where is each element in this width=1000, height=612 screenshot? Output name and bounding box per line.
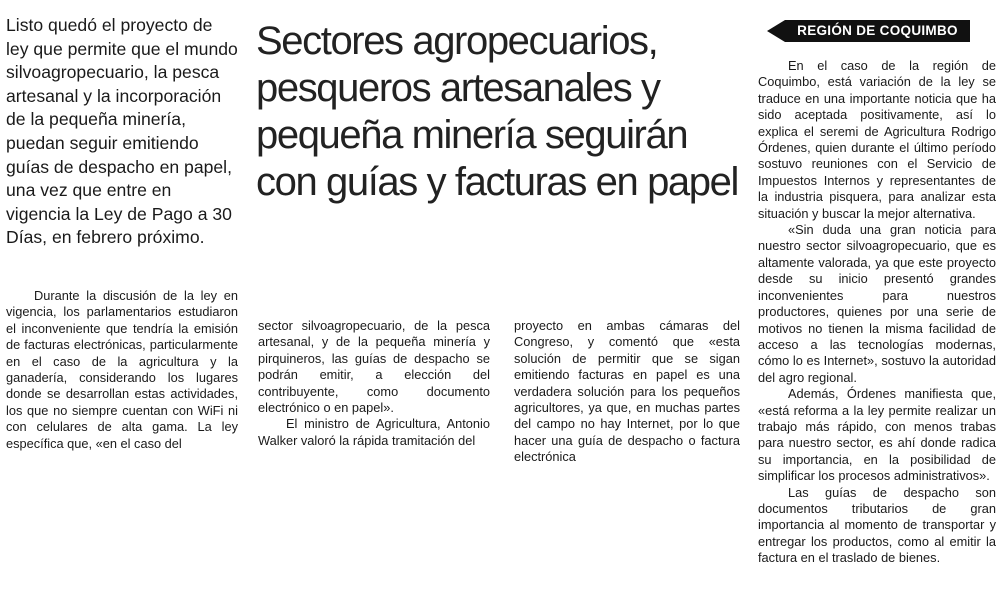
article-column-1 — [6, 288, 238, 452]
headline: Sectores agropecuarios, pesqueros artesanales y pequeña minería seguirán con guías y facturas en papel — [256, 19, 738, 204]
sidebar-paragraph: Las guías de despacho son documentos tributarios de gran importancia al momento de transportar y entregar los productos, como al emitir la factura en el traslado de bienes. — [758, 484, 996, 566]
sidebar-column — [758, 58, 996, 567]
section-label: REGIÓN DE COQUIMBO — [785, 20, 970, 42]
body-paragraph: proyecto en ambas cámaras del Congreso, y comentó que «esta solución de permitir que se sigan emitiendo facturas en papel es una verdadera solución para los pequeños agricultores, ya que, en muchas partes del campo no hay Internet, por lo que hacer una guía de despacho o factura electrónica — [514, 318, 740, 465]
sidebar-paragraph: En el caso de la región de Coquimbo, está variación de la ley se traduce en una importante noticia que ha sido aceptada positivamente, así lo explica el seremi de Agricultura Rodrigo Órdenes, quien durante el último período sostuvo reuniones con el Servicio de Impuestos Internos y representantes de la industria pisquera, para analizar esta situación y buscar la mejor alternativa. — [758, 58, 996, 221]
arrow-left-icon — [767, 20, 785, 42]
sidebar-paragraph: Además, Órdenes manifiesta que, «está reforma a la ley permite realizar un trabajo más rápido, con menos trabas para nuestro sector, es ahí donde radica su importancia, en la posibilidad de simplificar los procesos administrativos». — [758, 386, 996, 484]
body-paragraph: sector silvoagropecuario, de la pesca artesanal, y de la pequeña minería y pirquineros, las guías de despacho se podrán emitir, a elección del contribuyente, como documento electrónico o en papel». — [258, 318, 490, 416]
article-column-2 — [258, 318, 490, 449]
article-column-3 — [514, 318, 740, 466]
lead-paragraph: Listo quedó el proyecto de ley que permite que el mundo silvoagropecuario, la pesca artesanal y la incorporación de la pequeña minería, puedan seguir emitiendo guías de despacho en papel, una vez que entre en vigencia la Ley de Pago a 30 Días, en febrero próximo. — [6, 15, 238, 248]
section-tag — [767, 20, 970, 42]
sidebar-paragraph: «Sin duda una gran noticia para nuestro sector silvoagropecuario, que es altamente valorada, ya que este proyecto desde su inicio presentó grandes inconvenientes para nuestros productores, quienes por una serie de motivos no tienen la misma facilidad de acceso a las tecnologías modernas, cómo lo es Internet», sostuvo la autoridad del agro regional. — [758, 222, 996, 385]
body-paragraph: El ministro de Agricultura, Antonio Walker valoró la rápida tramitación del — [258, 416, 490, 448]
body-paragraph: Durante la discusión de la ley en vigencia, los parlamentarios estudiaron el inconveniente que tendría la emisión de facturas electrónicas, particularmente en el caso de la agricultura y la ganadería, considerando los lugares donde se desarrollan estas actividades, los que no siempre cuentan con WiFi ni con celulares de alta gama. La ley específica que, «en el caso del — [6, 288, 238, 451]
